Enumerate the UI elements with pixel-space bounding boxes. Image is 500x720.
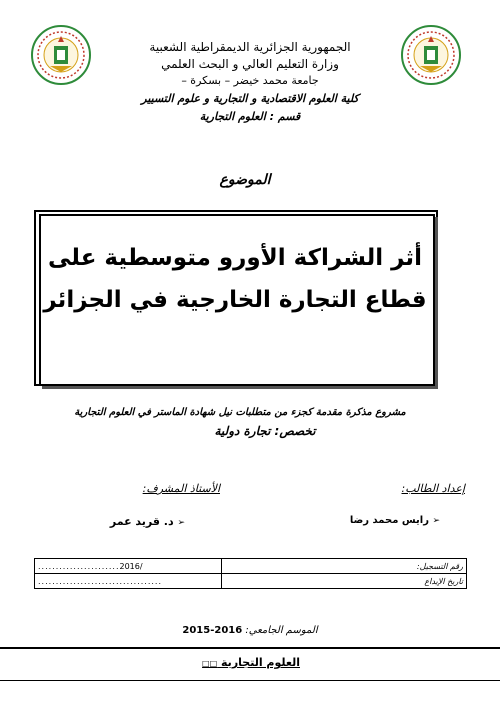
academic-year-value: 2016-2015 — [182, 625, 243, 636]
footer-department — [180, 656, 300, 669]
student-name: رايس محمد رضا — [349, 515, 429, 526]
footer-label: العلوم التجارية — [221, 656, 300, 669]
supervisor-name-row — [80, 515, 185, 528]
deposit-label: تاريخ الإيداع — [222, 574, 467, 589]
bullet-arrow-icon: ➢ — [177, 518, 185, 528]
subject-label: الموضوع — [219, 172, 271, 188]
ministry-heading: وزارة التعليم العالي و البحث العلمي — [161, 57, 339, 71]
registration-table — [34, 558, 467, 589]
reg-label: رقم التسجيل: — [222, 559, 467, 574]
republic-heading: الجمهورية الجزائرية الديمقراطية الشعبية — [149, 40, 351, 54]
reg-value-cell: .......................2016/ — [35, 559, 222, 574]
specialty: تخصص: تجارة دولية — [214, 424, 316, 438]
university-heading: جامعة محمد خيضر – بسكرة – — [181, 74, 319, 87]
registration-row — [35, 559, 467, 574]
faculty-heading: كلية العلوم الاقتصادية و التجارية و علوم التسيير — [141, 92, 359, 105]
supervisor-name: د. قريد عمر — [109, 515, 174, 528]
bullet-arrow-icon: ➢ — [432, 516, 440, 526]
project-note: مشروع مذكرة مقدمة كجزء من متطلبات نيل شهادة الماستر في العلوم التجارية — [74, 407, 406, 418]
deposit-value-cell: ................................... — [35, 574, 222, 589]
student-name-row — [315, 515, 440, 526]
student-label: إعداد الطالب: — [401, 482, 465, 495]
title-line-2: قطاع التجارة الخارجية في الجزائر — [43, 287, 427, 313]
bottom-rule — [0, 647, 500, 649]
supervisor-label: الأستاذ المشرف: — [142, 482, 220, 495]
academic-year — [170, 625, 330, 636]
deposit-row — [35, 574, 467, 589]
title-line-1: أثر الشراكة الأورو متوسطية على — [48, 245, 422, 271]
academic-year-label: الموسم الجامعي: — [245, 625, 318, 636]
reg-value: 2016/ — [119, 561, 143, 571]
footer-box-icon: □□ — [202, 659, 218, 668]
footer-rule — [0, 680, 500, 681]
department-heading: قسم : العلوم التجارية — [199, 110, 301, 123]
